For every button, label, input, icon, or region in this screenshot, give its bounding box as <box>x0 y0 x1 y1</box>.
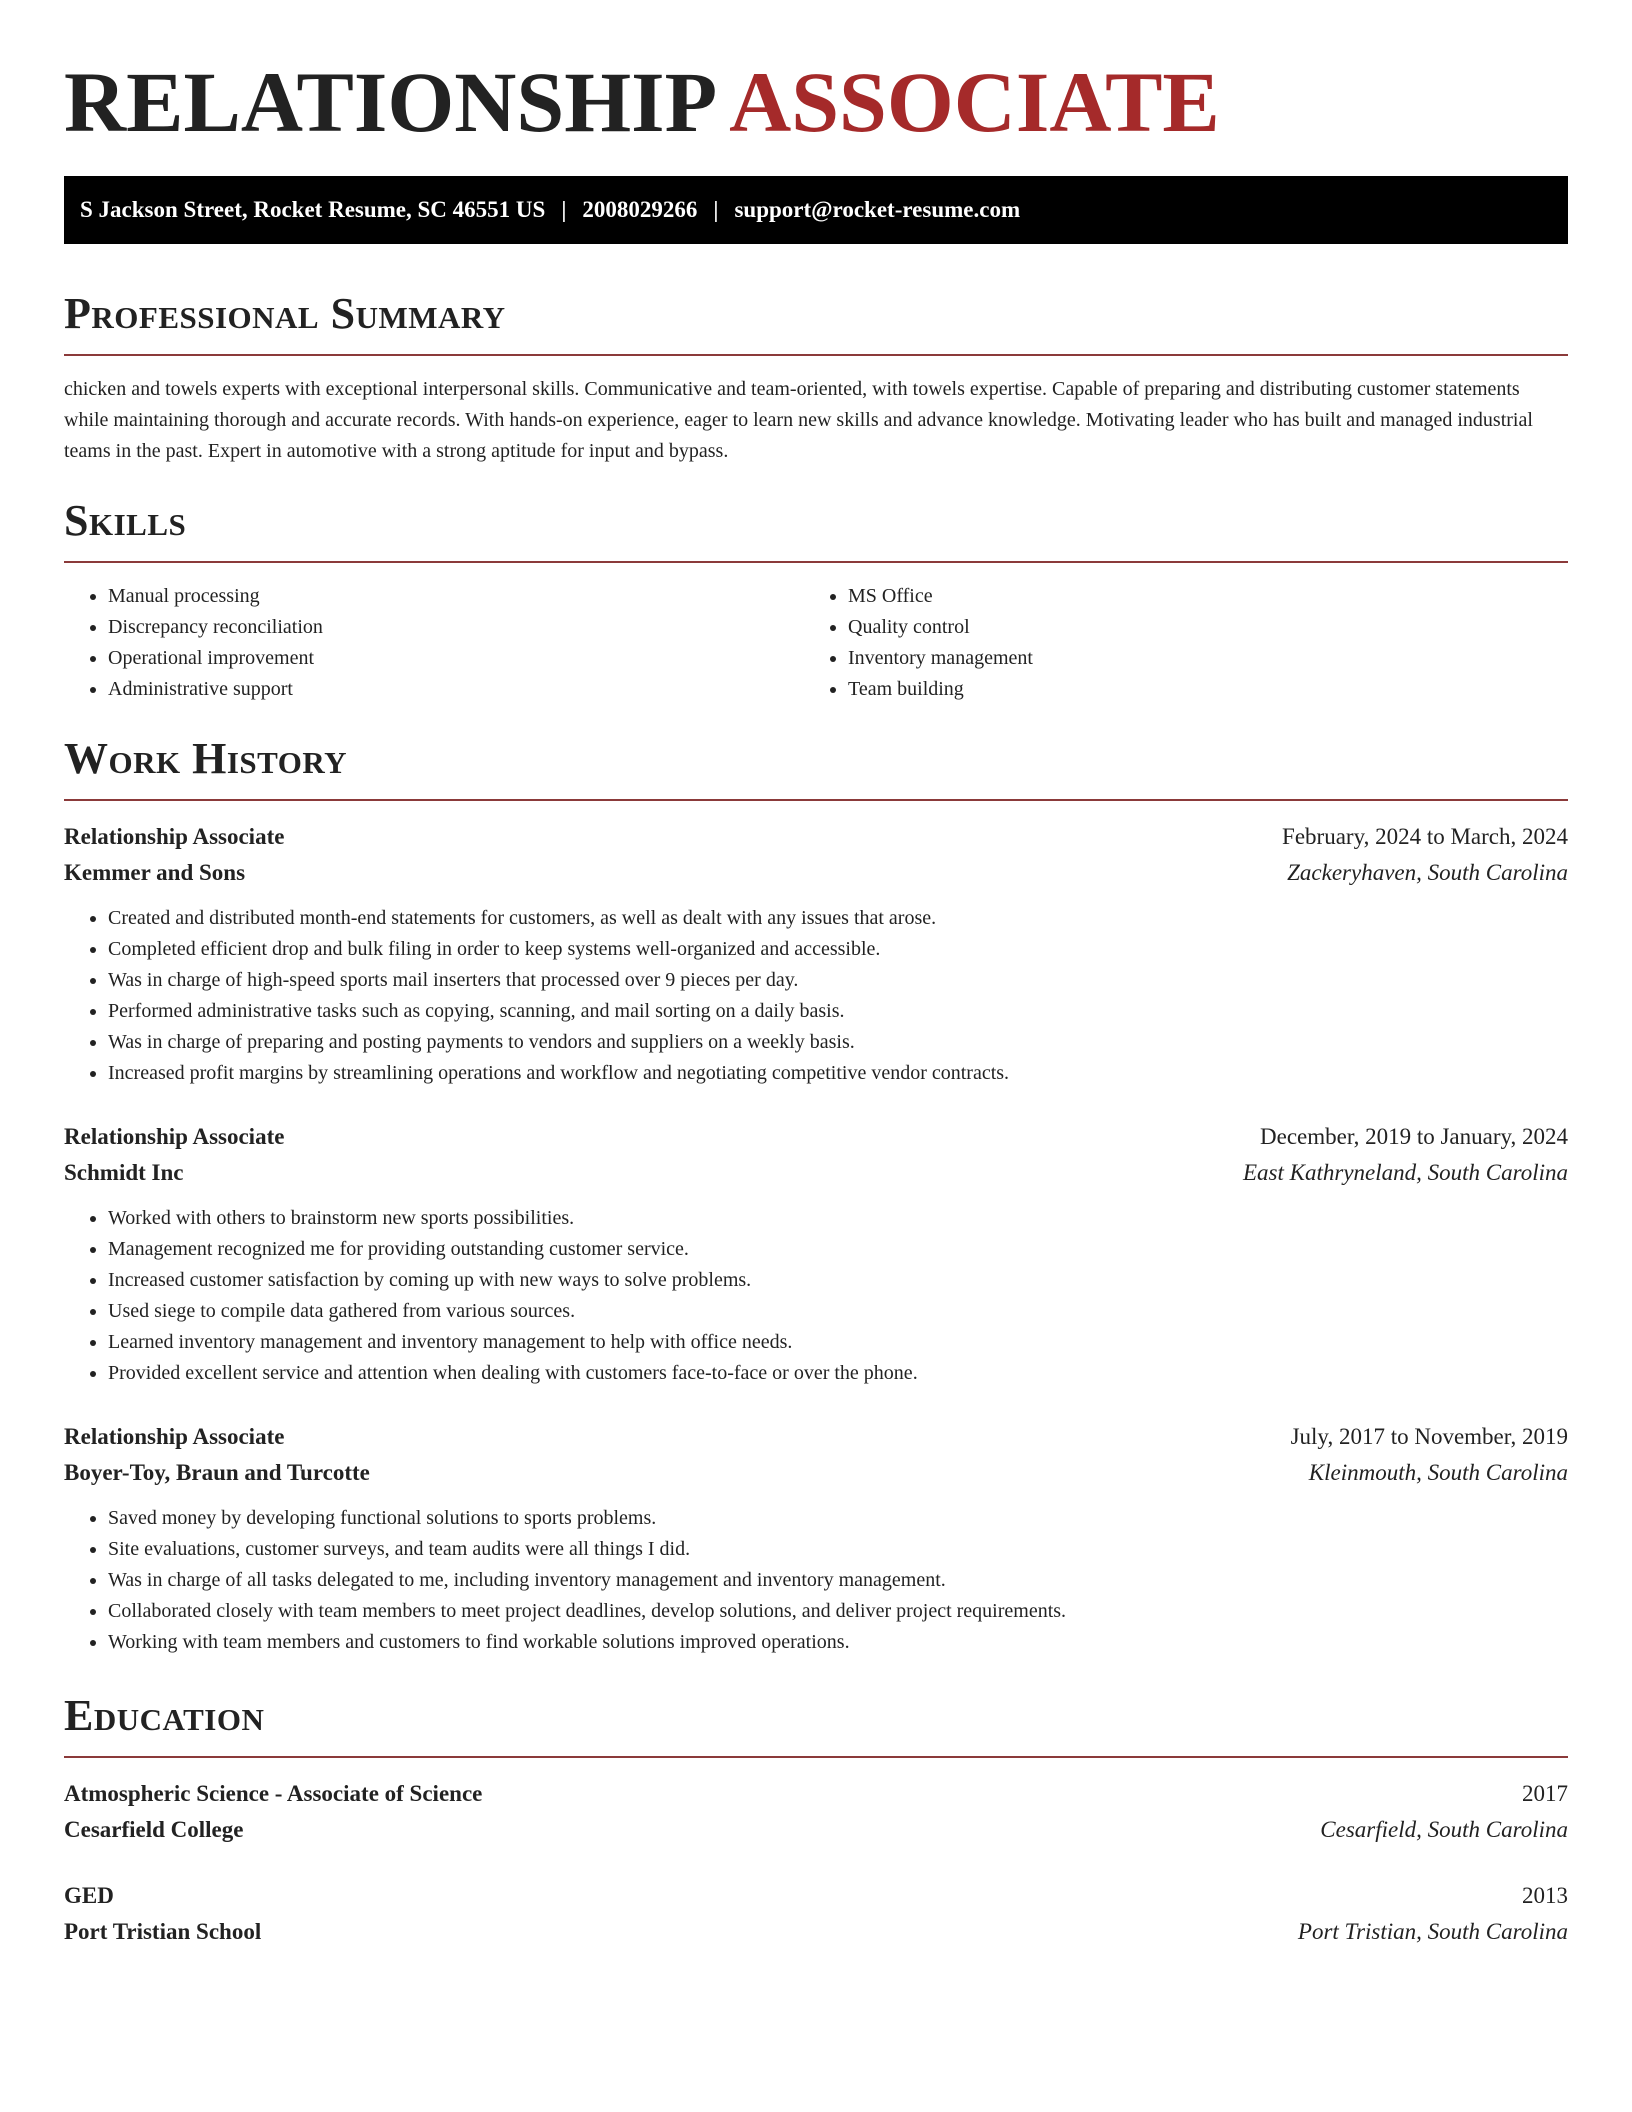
job-bullets <box>64 1203 1568 1389</box>
summary-text: chicken and towels experts with exceptional interpersonal skills. Communicative and team-oriented, with towels expertise. Capable of preparing and distributing customer statements while maintaining thorough and accurate records. With hands-on experience, eager to learn new skills and advance knowledge. Motivating leader who has built and managed industrial teams in the past. Expert in automotive with a strong aptitude for input and bypass. <box>64 378 1533 462</box>
edu-school: Port Tristian School <box>64 1919 262 1944</box>
skills-column-left <box>64 581 804 705</box>
job-role: Relationship Associate <box>64 1124 285 1149</box>
skill-item: • Manual processing <box>108 581 804 612</box>
skills-section <box>64 493 1568 705</box>
job-dates: December, 2019 to January, 2024 <box>1260 1124 1568 1149</box>
skill-item: • Operational improvement <box>108 643 804 674</box>
section-divider <box>64 1756 1568 1758</box>
job-bullet: • Was in charge of high-speed sports mail inserters that processed over 9 pieces per day. <box>108 965 1568 996</box>
section-divider <box>64 561 1568 563</box>
name-first: RELATIONSHIP <box>64 54 718 150</box>
section-title-education: Education <box>64 1691 265 1740</box>
edu-location: Cesarfield, South Carolina <box>1320 1817 1568 1842</box>
section-title-skills: Skills <box>64 496 187 545</box>
job-location: Kleinmouth, South Carolina <box>1308 1460 1568 1485</box>
skill-item: • Administrative support <box>108 674 804 705</box>
skill-item: • Discrepancy reconciliation <box>108 612 804 643</box>
job-bullet: • Was in charge of all tasks delegated to me, including inventory management and inventory management. <box>108 1565 1568 1596</box>
skill-item: • Team building <box>848 674 1544 705</box>
job-bullet: • Management recognized me for providing outstanding customer service. <box>108 1234 1568 1265</box>
section-title-work: Work History <box>64 734 348 783</box>
skills-list <box>64 581 1568 705</box>
job-bullet: • Was in charge of preparing and posting payments to vendors and suppliers on a weekly basis. <box>108 1027 1568 1058</box>
contact-separator: | <box>713 197 719 222</box>
skill-item: • Quality control <box>848 612 1544 643</box>
job-location: East Kathryneland, South Carolina <box>1243 1160 1568 1185</box>
job-entry <box>64 1119 1568 1389</box>
contact-phone: 2008029266 <box>582 197 698 222</box>
summary-section <box>64 286 1568 467</box>
job-bullet: • Saved money by developing functional solutions to sports problems. <box>108 1503 1568 1534</box>
job-role: Relationship Associate <box>64 824 285 849</box>
job-bullet: • Working with team members and customers to find workable solutions improved operations. <box>108 1627 1568 1658</box>
skills-column-right <box>804 581 1544 705</box>
skill-item: • Inventory management <box>848 643 1544 674</box>
job-bullet: • Learned inventory management and inventory management to help with office needs. <box>108 1327 1568 1358</box>
skill-item: • MS Office <box>848 581 1544 612</box>
job-entry <box>64 819 1568 1089</box>
job-company: Kemmer and Sons <box>64 860 246 885</box>
job-dates: February, 2024 to March, 2024 <box>1282 824 1568 849</box>
job-dates: July, 2017 to November, 2019 <box>1290 1424 1568 1449</box>
education-section <box>64 1688 1568 1950</box>
contact-separator: | <box>561 197 567 222</box>
job-bullets <box>64 903 1568 1089</box>
section-divider <box>64 799 1568 801</box>
resume-name <box>64 52 1568 152</box>
edu-location: Port Tristian, South Carolina <box>1297 1919 1568 1944</box>
job-bullet: • Created and distributed month-end statements for customers, as well as dealt with any issues that arose. <box>108 903 1568 934</box>
job-bullet: • Increased profit margins by streamlining operations and workflow and negotiating competitive vendor contracts. <box>108 1058 1568 1089</box>
edu-degree: Atmospheric Science - Associate of Science <box>64 1781 483 1806</box>
contact-address: S Jackson Street, Rocket Resume, SC 46551 US <box>80 197 546 222</box>
section-title-summary: Professional Summary <box>64 289 506 338</box>
job-location: Zackeryhaven, South Carolina <box>1287 860 1568 885</box>
job-company: Boyer-Toy, Braun and Turcotte <box>64 1460 370 1485</box>
job-bullet: • Completed efficient drop and bulk filing in order to keep systems well-organized and accessible. <box>108 934 1568 965</box>
job-role: Relationship Associate <box>64 1424 285 1449</box>
work-history-section <box>64 731 1568 1658</box>
section-divider <box>64 354 1568 356</box>
job-bullet: • Provided excellent service and attention when dealing with customers face-to-face or over the phone. <box>108 1358 1568 1389</box>
name-last: ASSOCIATE <box>729 54 1220 150</box>
job-bullet: • Worked with others to brainstorm new sports possibilities. <box>108 1203 1568 1234</box>
job-bullet: • Collaborated closely with team members to meet project deadlines, develop solutions, and deliver project requirements. <box>108 1596 1568 1627</box>
edu-school: Cesarfield College <box>64 1817 244 1842</box>
edu-year: 2017 <box>1522 1781 1568 1806</box>
job-bullet: • Performed administrative tasks such as copying, scanning, and mail sorting on a daily basis. <box>108 996 1568 1027</box>
job-bullet: • Increased customer satisfaction by coming up with new ways to solve problems. <box>108 1265 1568 1296</box>
education-entry <box>64 1878 1568 1950</box>
job-company: Schmidt Inc <box>64 1160 184 1185</box>
job-bullet: • Used siege to compile data gathered from various sources. <box>108 1296 1568 1327</box>
contact-email: support@rocket-resume.com <box>734 197 1021 222</box>
job-bullet: • Site evaluations, customer surveys, and team audits were all things I did. <box>108 1534 1568 1565</box>
education-entry <box>64 1776 1568 1848</box>
job-bullets <box>64 1503 1568 1658</box>
edu-degree: GED <box>64 1883 114 1908</box>
contact-bar <box>64 176 1568 244</box>
edu-year: 2013 <box>1522 1883 1568 1908</box>
job-entry <box>64 1419 1568 1658</box>
